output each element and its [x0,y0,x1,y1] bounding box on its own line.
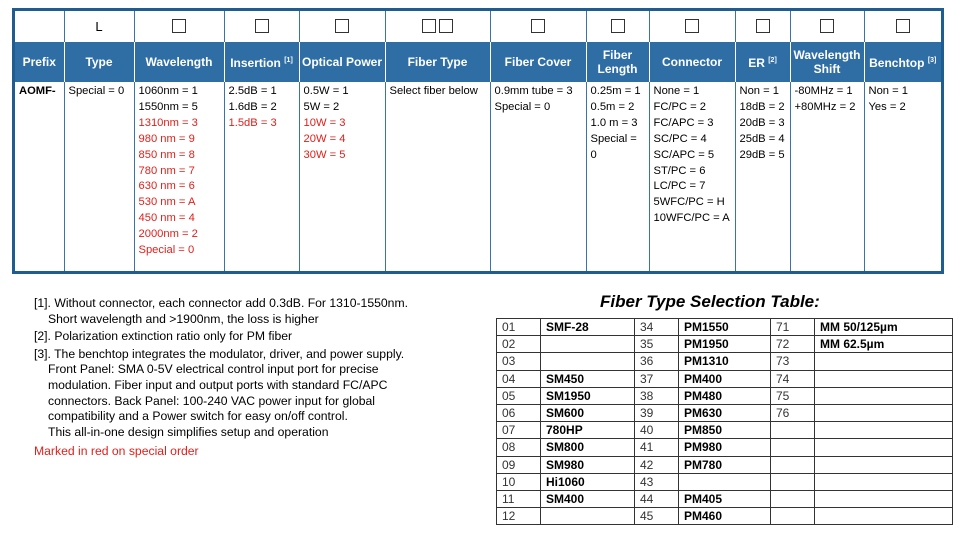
fiber-name-cell: PM480 [679,387,771,404]
option-value: 0.9mm tube = 3 [494,85,573,97]
column-header-label: Insertion [230,56,281,70]
fiber-name-cell [815,387,953,404]
column-header-label: Fiber Type [407,55,468,69]
option-value: 2.5dB = 1 [228,85,277,97]
option-value: LC/PC = 7 [653,180,706,193]
column-header-label: Type [85,55,113,69]
option-value: 530 nm = A [138,196,196,209]
fiber-name-cell: PM1950 [679,336,771,353]
footnote [34,347,464,441]
column-header [490,42,586,82]
option-value: 0.5m = 2 [590,100,635,113]
fiber-code-cell: 71 [771,319,815,336]
table-row [497,387,953,404]
option-value: SC/APC = 5 [653,148,715,161]
fiber-code-cell: 06 [497,404,541,421]
fiber-code-cell: 74 [771,370,815,387]
column-header [385,42,490,82]
footnote-line: [1]. Without connector, each connector add 0.3dB. For 1310-1550nm. [34,296,408,310]
fiber-name-cell: PM1310 [679,353,771,370]
option-value: Special = 0 [590,132,637,161]
fiber-name-cell: SM1950 [541,387,635,404]
fiber-code-cell [771,422,815,439]
fiber-name-cell [815,353,953,370]
fiber-code-cell: 11 [497,490,541,507]
fiber-name-cell: SM400 [541,490,635,507]
benchtop-options [864,82,941,271]
type-box-cell [64,11,134,42]
wavelength-shift-options [790,82,864,271]
fiber-name-cell [815,490,953,507]
option-value: ST/PC = 6 [653,164,706,177]
fiber-name-cell: MM 62.5µm [815,336,953,353]
option-value: 850 nm = 8 [138,148,195,161]
fiber-code-cell: 39 [635,404,679,421]
fiber-name-cell [541,353,635,370]
option-value: Select fiber below [389,85,478,97]
table-row [497,473,953,490]
column-header-label: Fiber Length [597,48,638,76]
option-value: None = 1 [653,85,700,97]
er-options [735,82,790,271]
column-header [15,42,64,82]
wavelength-box-cell [134,11,224,42]
optical-power-checkbox[interactable] [335,19,349,33]
option-value: 450 nm = 4 [138,212,195,225]
fiber-name-cell: SM600 [541,404,635,421]
fiber-code-cell: 01 [497,319,541,336]
fiber-type-checkbox-2[interactable] [439,19,453,33]
fiber-name-cell [541,336,635,353]
column-header [649,42,735,82]
fiber-code-cell: 05 [497,387,541,404]
wavelength-shift-checkbox[interactable] [820,19,834,33]
selection-box-row [15,11,941,42]
fiber-name-cell: PM400 [679,370,771,387]
fiber-name-cell: SMF-28 [541,319,635,336]
fiber-code-cell: 75 [771,387,815,404]
fiber-code-cell [771,439,815,456]
option-value: 10WFC/PC = A [653,212,730,225]
option-value: Special = 0 [68,85,125,97]
table-row [497,439,953,456]
fiber-code-cell: 37 [635,370,679,387]
table-row [497,404,953,421]
benchtop-box-cell [864,11,941,42]
fiber-code-cell: 76 [771,404,815,421]
option-value: 980 nm = 9 [138,132,195,145]
fiber-code-cell: 12 [497,508,541,525]
option-value: 1060nm = 1 [138,85,198,97]
table-row [497,319,953,336]
prefix-box-cell [15,11,64,42]
option-value: Non = 1 [868,85,908,97]
table-row [497,456,953,473]
column-header-label: Benchtop [869,56,925,70]
option-value: 0.5W = 1 [303,85,349,97]
fiber-name-cell: PM850 [679,422,771,439]
fiber-code-cell: 02 [497,336,541,353]
fiber-name-cell: SM980 [541,456,635,473]
fiber-table-title: Fiber Type Selection Table: [600,292,820,311]
footnotes [34,296,464,460]
table-row [497,370,953,387]
fiber-code-cell: 73 [771,353,815,370]
option-value: 20W = 4 [303,132,346,145]
options-row [15,82,941,271]
fiber-code-cell: 38 [635,387,679,404]
option-value: 30W = 5 [303,148,346,161]
connector-checkbox[interactable] [685,19,699,33]
fiber-code-cell [771,490,815,507]
wavelength-options [134,82,224,271]
column-header-label: Wavelength [145,55,213,69]
option-value: 1.6dB = 2 [228,100,277,113]
column-header [586,42,649,82]
fiber-name-cell [815,370,953,387]
fiber-name-cell: PM1550 [679,319,771,336]
fiber-code-cell: 72 [771,336,815,353]
fiber-length-options [586,82,649,271]
fiber-code-cell: 36 [635,353,679,370]
fiber-type-selection-table [496,318,953,525]
column-header [64,42,134,82]
fiber-code-cell [771,508,815,525]
fiber-code-cell: 35 [635,336,679,353]
column-header-label: Connector [662,55,722,69]
footnote-line: [2]. Polarization extinction ratio only for PM fiber [34,329,293,344]
connector-options [649,82,735,271]
fiber-name-cell: MM 50/125µm [815,319,953,336]
table-row [497,508,953,525]
fiber-code-cell: 09 [497,456,541,473]
fiber-code-cell [771,473,815,490]
column-header [134,42,224,82]
option-value: FC/PC = 2 [653,100,707,113]
option-value: 20dB = 3 [739,116,785,129]
fiber-cover-checkbox[interactable] [531,19,545,33]
footnote-line: connectors. Back Panel: 100-240 VAC power input for global [48,393,375,408]
footnote-line: compatibility and a Power switch for easy on/off control. [48,409,348,424]
fiber-name-cell: PM630 [679,404,771,421]
option-value: 630 nm = 6 [138,180,195,193]
fiber-code-cell: 45 [635,508,679,525]
table-row [497,353,953,370]
header-row [15,42,941,82]
fiber-name-cell: 780HP [541,422,635,439]
optical-power-options [299,82,385,271]
fiber-code-cell: 03 [497,353,541,370]
ordering-code-table [12,8,944,274]
fiber-code-cell: 43 [635,473,679,490]
fiber-name-cell: PM780 [679,456,771,473]
option-value: -80MHz = 1 [794,85,853,97]
fiber-type-box-cell [385,11,490,42]
option-value: +80MHz = 2 [794,100,856,113]
option-value: 5W = 2 [303,100,340,113]
table-row [497,490,953,507]
wavelength-shift-box-cell [790,11,864,42]
connector-box-cell [649,11,735,42]
fiber-type-checkbox-1[interactable] [422,19,436,33]
fiber-code-cell: 08 [497,439,541,456]
column-header [790,42,864,82]
fiber-length-box-cell [586,11,649,42]
fiber-name-cell [815,456,953,473]
er-checkbox[interactable] [756,19,770,33]
column-header [864,42,941,82]
er-box-cell [735,11,790,42]
footnote-line: Short wavelength and >1900nm, the loss is higher [48,311,319,326]
column-header [224,42,299,82]
fiber-name-cell [815,508,953,525]
footnote-line: Front Panel: SMA 0-5V electrical control input port for precise [48,362,379,377]
wavelength-checkbox[interactable] [172,19,186,33]
benchtop-checkbox[interactable] [896,19,910,33]
footnote [34,296,464,327]
type-options [64,82,134,271]
fiber-cover-box-cell [490,11,586,42]
column-header-label: Prefix [22,55,56,69]
option-value: Non = 1 [739,85,779,97]
fiber-name-cell: PM980 [679,439,771,456]
option-value: 10W = 3 [303,116,346,129]
fiber-name-cell [815,473,953,490]
fiber-code-cell: 04 [497,370,541,387]
fiber-name-cell: SM450 [541,370,635,387]
column-header-label: Optical Power [301,55,383,69]
footnote-line: This all-in-one design simplifies setup and operation [48,424,329,439]
fiber-code-cell: 07 [497,422,541,439]
column-header [735,42,790,82]
fiber-code-cell: 42 [635,456,679,473]
fiber-name-cell [815,404,953,421]
fiber-code-cell: 41 [635,439,679,456]
option-value: 1550nm = 5 [138,100,198,113]
fiber-code-cell: 40 [635,422,679,439]
footnote [34,329,464,345]
prefix-cell: AOMF- [19,85,56,97]
column-header-label: Fiber Cover [504,55,572,69]
fiber-code-cell [771,456,815,473]
fiber-name-cell [679,473,771,490]
fiber-name-cell: PM405 [679,490,771,507]
fiber-length-checkbox[interactable] [611,19,625,33]
option-value: 1310nm = 3 [138,116,198,129]
optical-power-box-cell [299,11,385,42]
table-row [497,336,953,353]
option-value: 29dB = 5 [739,148,785,161]
option-value: 0.25m = 1 [590,85,641,97]
fiber-name-cell [815,422,953,439]
option-value: 780 nm = 7 [138,164,195,177]
option-value: Special = 0 [494,100,551,113]
fiber-type-options [385,82,490,271]
option-value: SC/PC = 4 [653,132,707,145]
option-value: 25dB = 4 [739,132,785,145]
option-value: 18dB = 2 [739,100,785,113]
footnote-line: [3]. The benchtop integrates the modulator, driver, and power supply. [34,346,405,361]
footnote-ref: [1] [284,57,293,64]
footnote-ref: [3] [927,57,937,64]
option-value: FC/APC = 3 [653,116,714,129]
fiber-name-cell: Hi1060 [541,473,635,490]
footnote-ref: [2] [768,57,777,64]
fiber-code-cell: 10 [497,473,541,490]
type-box-letter: L [95,18,103,34]
fiber-code-cell: 34 [635,319,679,336]
option-value: 5WFC/PC = H [653,196,725,209]
table-row [497,422,953,439]
column-header-label: ER [748,56,765,70]
insertion-box-cell [224,11,299,42]
special-order-note: Marked in red on special order [34,444,199,459]
column-header-label: Wavelength Shift [793,48,861,76]
option-value: 2000nm = 2 [138,228,198,241]
column-header [299,42,385,82]
option-value: 1.0 m = 3 [590,116,638,129]
footnote-line: modulation. Fiber input and output ports with standard FC/APC [48,377,388,392]
option-value: 1.5dB = 3 [228,116,277,129]
fiber-code-cell: 44 [635,490,679,507]
fiber-name-cell [541,508,635,525]
option-value: Special = 0 [138,244,195,257]
fiber-cover-options [490,82,586,271]
option-value: Yes = 2 [868,100,906,113]
insertion-checkbox[interactable] [255,19,269,33]
fiber-name-cell [815,439,953,456]
fiber-name-cell: SM800 [541,439,635,456]
fiber-name-cell: PM460 [679,508,771,525]
insertion-options [224,82,299,271]
